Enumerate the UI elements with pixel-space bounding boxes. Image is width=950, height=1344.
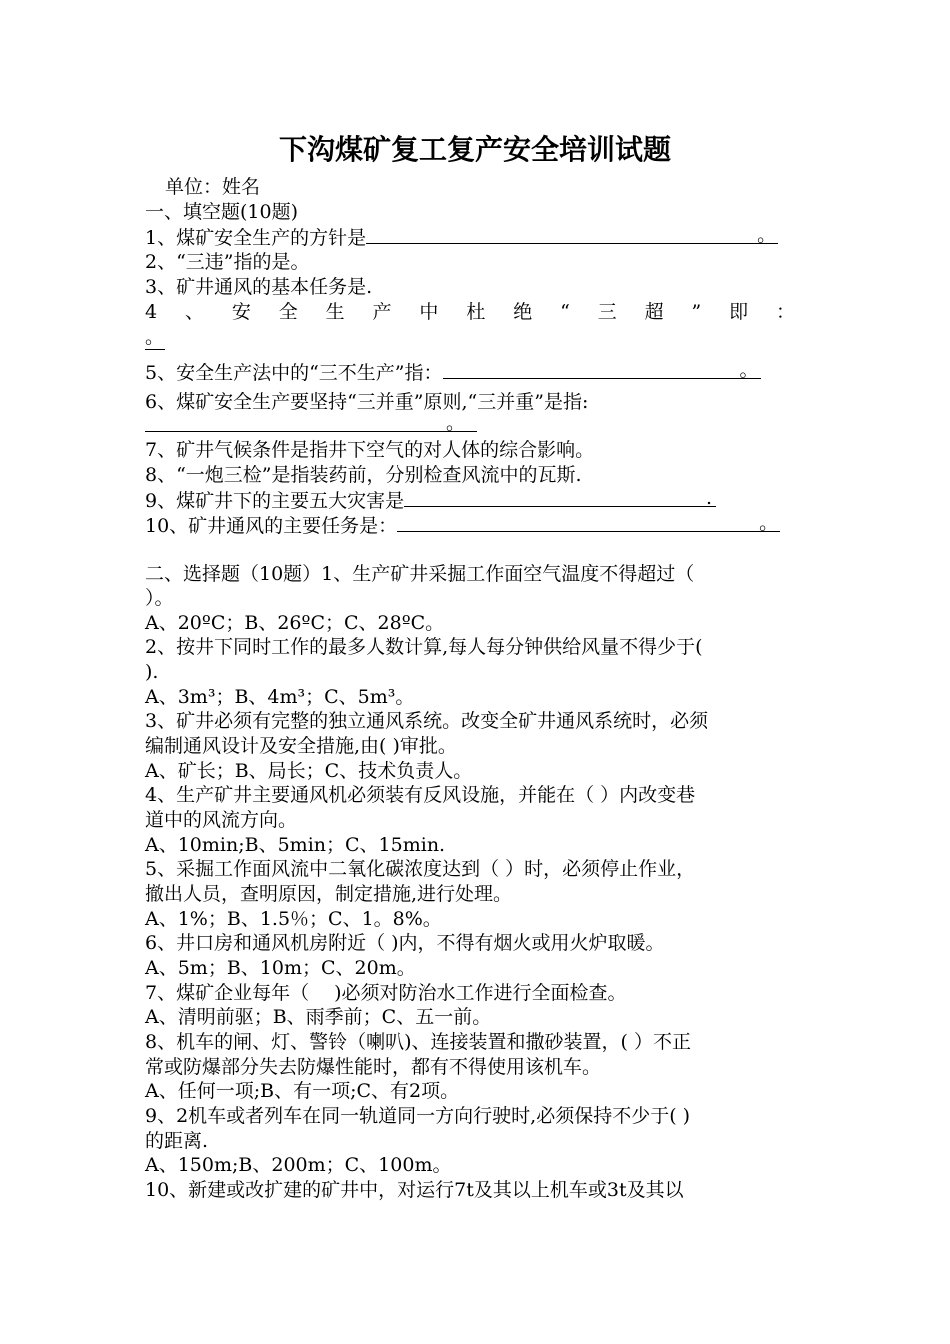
q4-char: 安 [231,301,251,323]
question-text: 10、矿井通风的主要任务是： [145,515,398,537]
answer-blank [145,413,477,432]
question-text: 9、煤矿井下的主要五大灾害是 [145,490,405,512]
q4-char: ” [691,301,702,323]
blank-end-mark: 。 [757,224,777,246]
question-1-6: 6、煤矿安全生产要坚持“三并重”原则,“三并重”是指: [145,391,589,413]
section2-line: 道中的风流方向。 [145,809,298,831]
question-1-4-cont [145,325,165,350]
page-title: 下沟煤矿复工复产安全培训试题 [278,133,671,166]
question-1-1 [145,225,778,250]
answer-blank [404,488,716,507]
q4-char: 绝 [513,301,533,323]
section2-line: 5、采掘工作面风流中二氧化碳浓度达到（ ）时，必须停止作业， [145,858,696,880]
question-text: 5、安全生产法中的“三不生产”指： [145,362,443,384]
q4-end-mark: 。 [145,326,165,348]
section2-line: 10、新建或改扩建的矿井中，对运行7t及其以上机车或3t及其以 [145,1179,684,1201]
question-1-9 [145,488,716,513]
q4-char: 三 [597,301,617,323]
section2-line: A、150m;B、200m；C、100m。 [145,1154,452,1176]
blank-end-mark: 。 [759,512,779,534]
answer-blank [397,513,780,532]
section2-line: 撤出人员，查明原因，制定措施,进行处理。 [145,883,513,905]
section2-line: 的距离. [145,1130,209,1152]
question-1-3: 3、矿井通风的基本任务是. [145,276,373,298]
section2-line: 常或防爆部分失去防爆性能时，都有不得使用该机车。 [145,1056,602,1078]
question-1-5 [145,360,761,385]
section2-line: 编制通风设计及安全措施,由( )审批。 [145,735,457,757]
section2-line: 二、选择题（10题）1、生产矿井采掘工作面空气温度不得超过（ [145,563,695,585]
section2-line: A、3m³；B、4m³；C、5m³。 [145,686,415,708]
section2-line: 3、矿井必须有完整的独立通风系统。改变全矿井通风系统时，必须 [145,710,709,732]
section2-line: 8、机车的闸、灯、警铃（喇叭)、连接装置和撒砂装置，( ）不正 [145,1031,691,1053]
question-1-4 [145,300,795,324]
question-1-2: 2、“三违”指的是。 [145,251,310,273]
section1-heading: 一、填空题(10题) [145,201,299,223]
q4-char: “ [560,301,570,323]
q4-char: 、 [184,301,204,323]
section2-line: 2、按井下同时工作的最多人数计算,每人每分钟供给风量不得少于( [145,636,703,658]
unit-name-line: 单位：姓名 [165,176,261,198]
section2-line: 4、生产矿井主要通风机必须装有反风设施，并能在（ ）内改变巷 [145,784,696,806]
section2-line: A、任何一项;B、有一项;C、有2项。 [145,1080,460,1102]
question-1-10 [145,513,780,538]
section2-line: ). [145,661,159,683]
q4-char: 全 [278,301,298,323]
question-1-7: 7、矿井气候条件是指井下空气的对人体的综合影响。 [145,439,595,461]
section2-line: ）。 [145,587,174,609]
section2-line: 6、井口房和通风机房附近（ )内，不得有烟火或用火炉取暖。 [145,932,665,954]
question-1-8: 8、“一炮三检”是指装药前，分别检查风流中的瓦斯. [145,464,582,486]
q4-char: 产 [372,301,392,323]
question-text: 1、煤矿安全生产的方针是 [145,227,367,249]
section2-line: A、5m；B、10m；C、20m。 [145,957,416,979]
q4-char: 超 [644,301,664,323]
section2-line: A、10min;B、5min；C、15min. [145,834,446,856]
section2-line: 7、煤矿企业每年（ )必须对防治水工作进行全面检查。 [145,982,627,1004]
blank-end-mark: 。 [445,412,465,434]
q4-char: ： [775,301,795,323]
section2-line: A、1%；B、1.5％；C、1。8%。 [145,908,442,930]
q4-char: 4 [145,301,158,323]
answer-blank [443,360,761,379]
q4-char: 生 [325,301,345,323]
answer-blank [366,225,778,244]
q4-char: 中 [419,301,439,323]
q4-char: 即 [729,301,749,323]
blank-end-mark: 。 [739,359,759,381]
q4-char: 杜 [466,301,486,323]
section2-line: 9、2机车或者列车在同一轨道同一方向行驶时,必须保持不少于( ) [145,1105,691,1127]
section2-line: A、20ºC；B、26ºC；C、28ºC。 [145,612,445,634]
blank-end-mark: . [706,487,713,509]
question-1-6-blank-line [145,413,477,438]
section2-line: A、清明前驱；B、雨季前；C、五一前。 [145,1006,492,1028]
section2-line: A、矿长；B、局长；C、技术负责人。 [145,760,473,782]
